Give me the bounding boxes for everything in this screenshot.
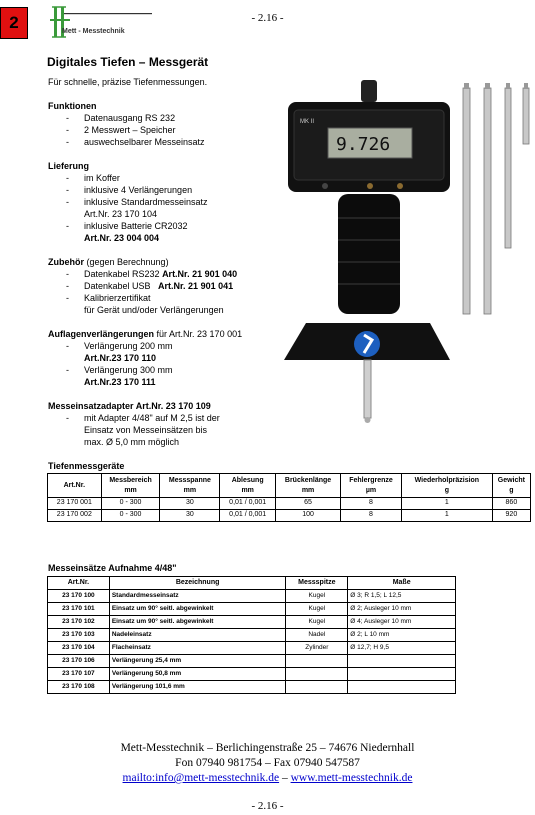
column-header: Art.Nr.: [48, 577, 110, 590]
table-row: [48, 655, 456, 668]
cell: 0 - 300: [101, 498, 160, 510]
table-row: [48, 642, 456, 655]
extensions-heading: Auflagenverlängerungen für Art.Nr. 23 170 001: [48, 329, 243, 339]
cell: 920: [492, 510, 530, 522]
column-header: Maße: [348, 577, 456, 590]
cell: Verlängerung 101,6 mm: [109, 681, 286, 694]
column-header: Fehlergrenze µm: [341, 474, 402, 498]
cell: [348, 668, 456, 681]
table-row: [48, 668, 456, 681]
cell: Standardmesseinsatz: [109, 590, 286, 603]
column-header: Gewicht g: [492, 474, 530, 498]
cell: Einsatz um 90° seitl. abgewinkelt: [109, 616, 286, 629]
footer-links: mailto:info@mett-messtechnik.de – www.mett-messtechnik.de: [122, 772, 413, 784]
list-item-continuation: für Gerät und/oder Verlängerungen: [84, 305, 224, 315]
list-item: - inklusive Standardmesseinsatz: [66, 197, 208, 207]
cell: 1: [401, 498, 492, 510]
inserts-table: [47, 576, 456, 694]
table-row: [48, 590, 456, 603]
cell: Nadel: [286, 629, 348, 642]
cell: 8: [341, 498, 402, 510]
cell: Kugel: [286, 616, 348, 629]
table-row: [48, 510, 531, 522]
cell: 23 170 104: [48, 642, 110, 655]
cell: Flacheinsatz: [109, 642, 286, 655]
extension-rods: [463, 88, 529, 314]
cell: Einsatz um 90° seitl. abgewinkelt: [109, 603, 286, 616]
cell: 0,01 / 0,001: [220, 498, 276, 510]
cell: 23 170 107: [48, 668, 110, 681]
page-number-bottom: - 2.16 -: [251, 800, 284, 812]
cell: Ø 2; Ausleger 10 mm: [348, 603, 456, 616]
cell: [286, 668, 348, 681]
cell: [348, 681, 456, 694]
cell: [348, 655, 456, 668]
column-header: Messbereich mm: [101, 474, 160, 498]
cell: Nadeleinsatz: [109, 629, 286, 642]
footer-phone: Fon 07940 981754 – Fax 07940 547587: [175, 757, 360, 769]
table-row: [48, 616, 456, 629]
website-link[interactable]: www.mett-messtechnik.de: [290, 772, 413, 784]
cell: 30: [160, 510, 220, 522]
cell: 23 170 001: [48, 498, 102, 510]
email-link[interactable]: mailto:info@mett-messtechnik.de: [122, 772, 280, 784]
cell: 0 - 300: [101, 510, 160, 522]
adapter-heading: Messeinsatzadapter Art.Nr. 23 170 109: [48, 401, 211, 411]
cell: Kugel: [286, 603, 348, 616]
cell: [286, 681, 348, 694]
list-item: - Datenkabel RS232 Art.Nr. 21 901 040: [66, 269, 238, 279]
brand-name: Mett - Messtechnik: [62, 28, 125, 35]
cell: 8: [341, 510, 402, 522]
model-label: MK II: [300, 119, 315, 125]
article-number: Art.Nr. 23 170 104: [84, 209, 158, 219]
intro-text: Für schnelle, präzise Tiefenmessungen.: [48, 77, 208, 87]
cell: 23 170 103: [48, 629, 110, 642]
list-item: - Kalibrierzertifikat: [66, 293, 151, 303]
cell: 23 170 102: [48, 616, 110, 629]
cell: Ø 2; L 10 mm: [348, 629, 456, 642]
depth-gauge-image: [280, 78, 535, 430]
cell: 23 170 101: [48, 603, 110, 616]
table2-heading: Messeinsätze Aufnahme 4/48": [48, 563, 177, 573]
list-item: - mit Adapter 4/48" auf M 2,5 ist der: [66, 413, 220, 423]
footer-address: Mett-Messtechnik – Berlichingenstraße 25 – 74676 Niedernhall: [120, 742, 415, 754]
cell: 23 170 108: [48, 681, 110, 694]
list-item: - inklusive Batterie CR2032: [66, 221, 188, 231]
table-row: [48, 603, 456, 616]
cell: [286, 655, 348, 668]
cell: 23 170 002: [48, 510, 102, 522]
cell: 860: [492, 498, 530, 510]
chapter-badge: 2: [0, 7, 28, 39]
article-number: Art.Nr.23 170 111: [84, 377, 156, 387]
list-item: - im Koffer: [66, 173, 120, 183]
cell: 1: [401, 510, 492, 522]
table1-heading: Tiefenmessgeräte: [48, 461, 125, 471]
cell: 100: [276, 510, 341, 522]
cell: Kugel: [286, 590, 348, 603]
column-header: Wiederholpräzision g: [401, 474, 492, 498]
list-item: - auswechselbarer Messeinsatz: [66, 137, 205, 147]
cell: 30: [160, 498, 220, 510]
list-item-continuation: Einsatz von Messeinsätzen bis: [84, 425, 208, 435]
delivery-heading: Lieferung: [48, 161, 90, 171]
table-row: [48, 629, 456, 642]
column-header: Bezeichnung: [109, 577, 286, 590]
column-header: Messspanne mm: [160, 474, 220, 498]
column-header: Messspitze: [286, 577, 348, 590]
list-item: - inklusive 4 Verlängerungen: [66, 185, 193, 195]
cell: 23 170 106: [48, 655, 110, 668]
cell: 65: [276, 498, 341, 510]
table-row: [48, 681, 456, 694]
list-item: - Datenausgang RS 232: [66, 113, 176, 123]
cell: Zylinder: [286, 642, 348, 655]
list-item: - Verlängerung 200 mm: [66, 341, 173, 351]
column-header: Art.Nr.: [48, 474, 102, 498]
cell: 23 170 100: [48, 590, 110, 603]
article-number: Art.Nr. 23 004 004: [84, 233, 160, 243]
cell: Verlängerung 50,8 mm: [109, 668, 286, 681]
cell: 0,01 / 0,001: [220, 510, 276, 522]
devices-table: [47, 473, 531, 522]
list-item: - 2 Messwert – Speicher: [66, 125, 176, 135]
list-item: - Datenkabel USB Art.Nr. 21 901 041: [66, 281, 234, 291]
list-item-continuation: max. Ø 5,0 mm möglich: [84, 437, 180, 447]
table-row: [48, 498, 531, 510]
accessories-heading: Zubehör (gegen Berechnung): [48, 257, 169, 267]
article-number: Art.Nr.23 170 110: [84, 353, 157, 363]
cell: Ø 4; Ausleger 10 mm: [348, 616, 456, 629]
page-number-top: - 2.16 -: [251, 12, 284, 24]
cell: Verlängerung 25,4 mm: [109, 655, 286, 668]
cell: Ø 3; R 1,5; L 12,5: [348, 590, 456, 603]
functions-heading: Funktionen: [48, 101, 97, 111]
lcd-display: 9.726: [336, 134, 391, 155]
page-title: Digitales Tiefen – Messgerät: [47, 55, 209, 69]
column-header: Brückenlänge mm: [276, 474, 341, 498]
list-item: - Verlängerung 300 mm: [66, 365, 173, 375]
column-header: Ablesung mm: [220, 474, 276, 498]
cell: Ø 12,7; H 9,5: [348, 642, 456, 655]
